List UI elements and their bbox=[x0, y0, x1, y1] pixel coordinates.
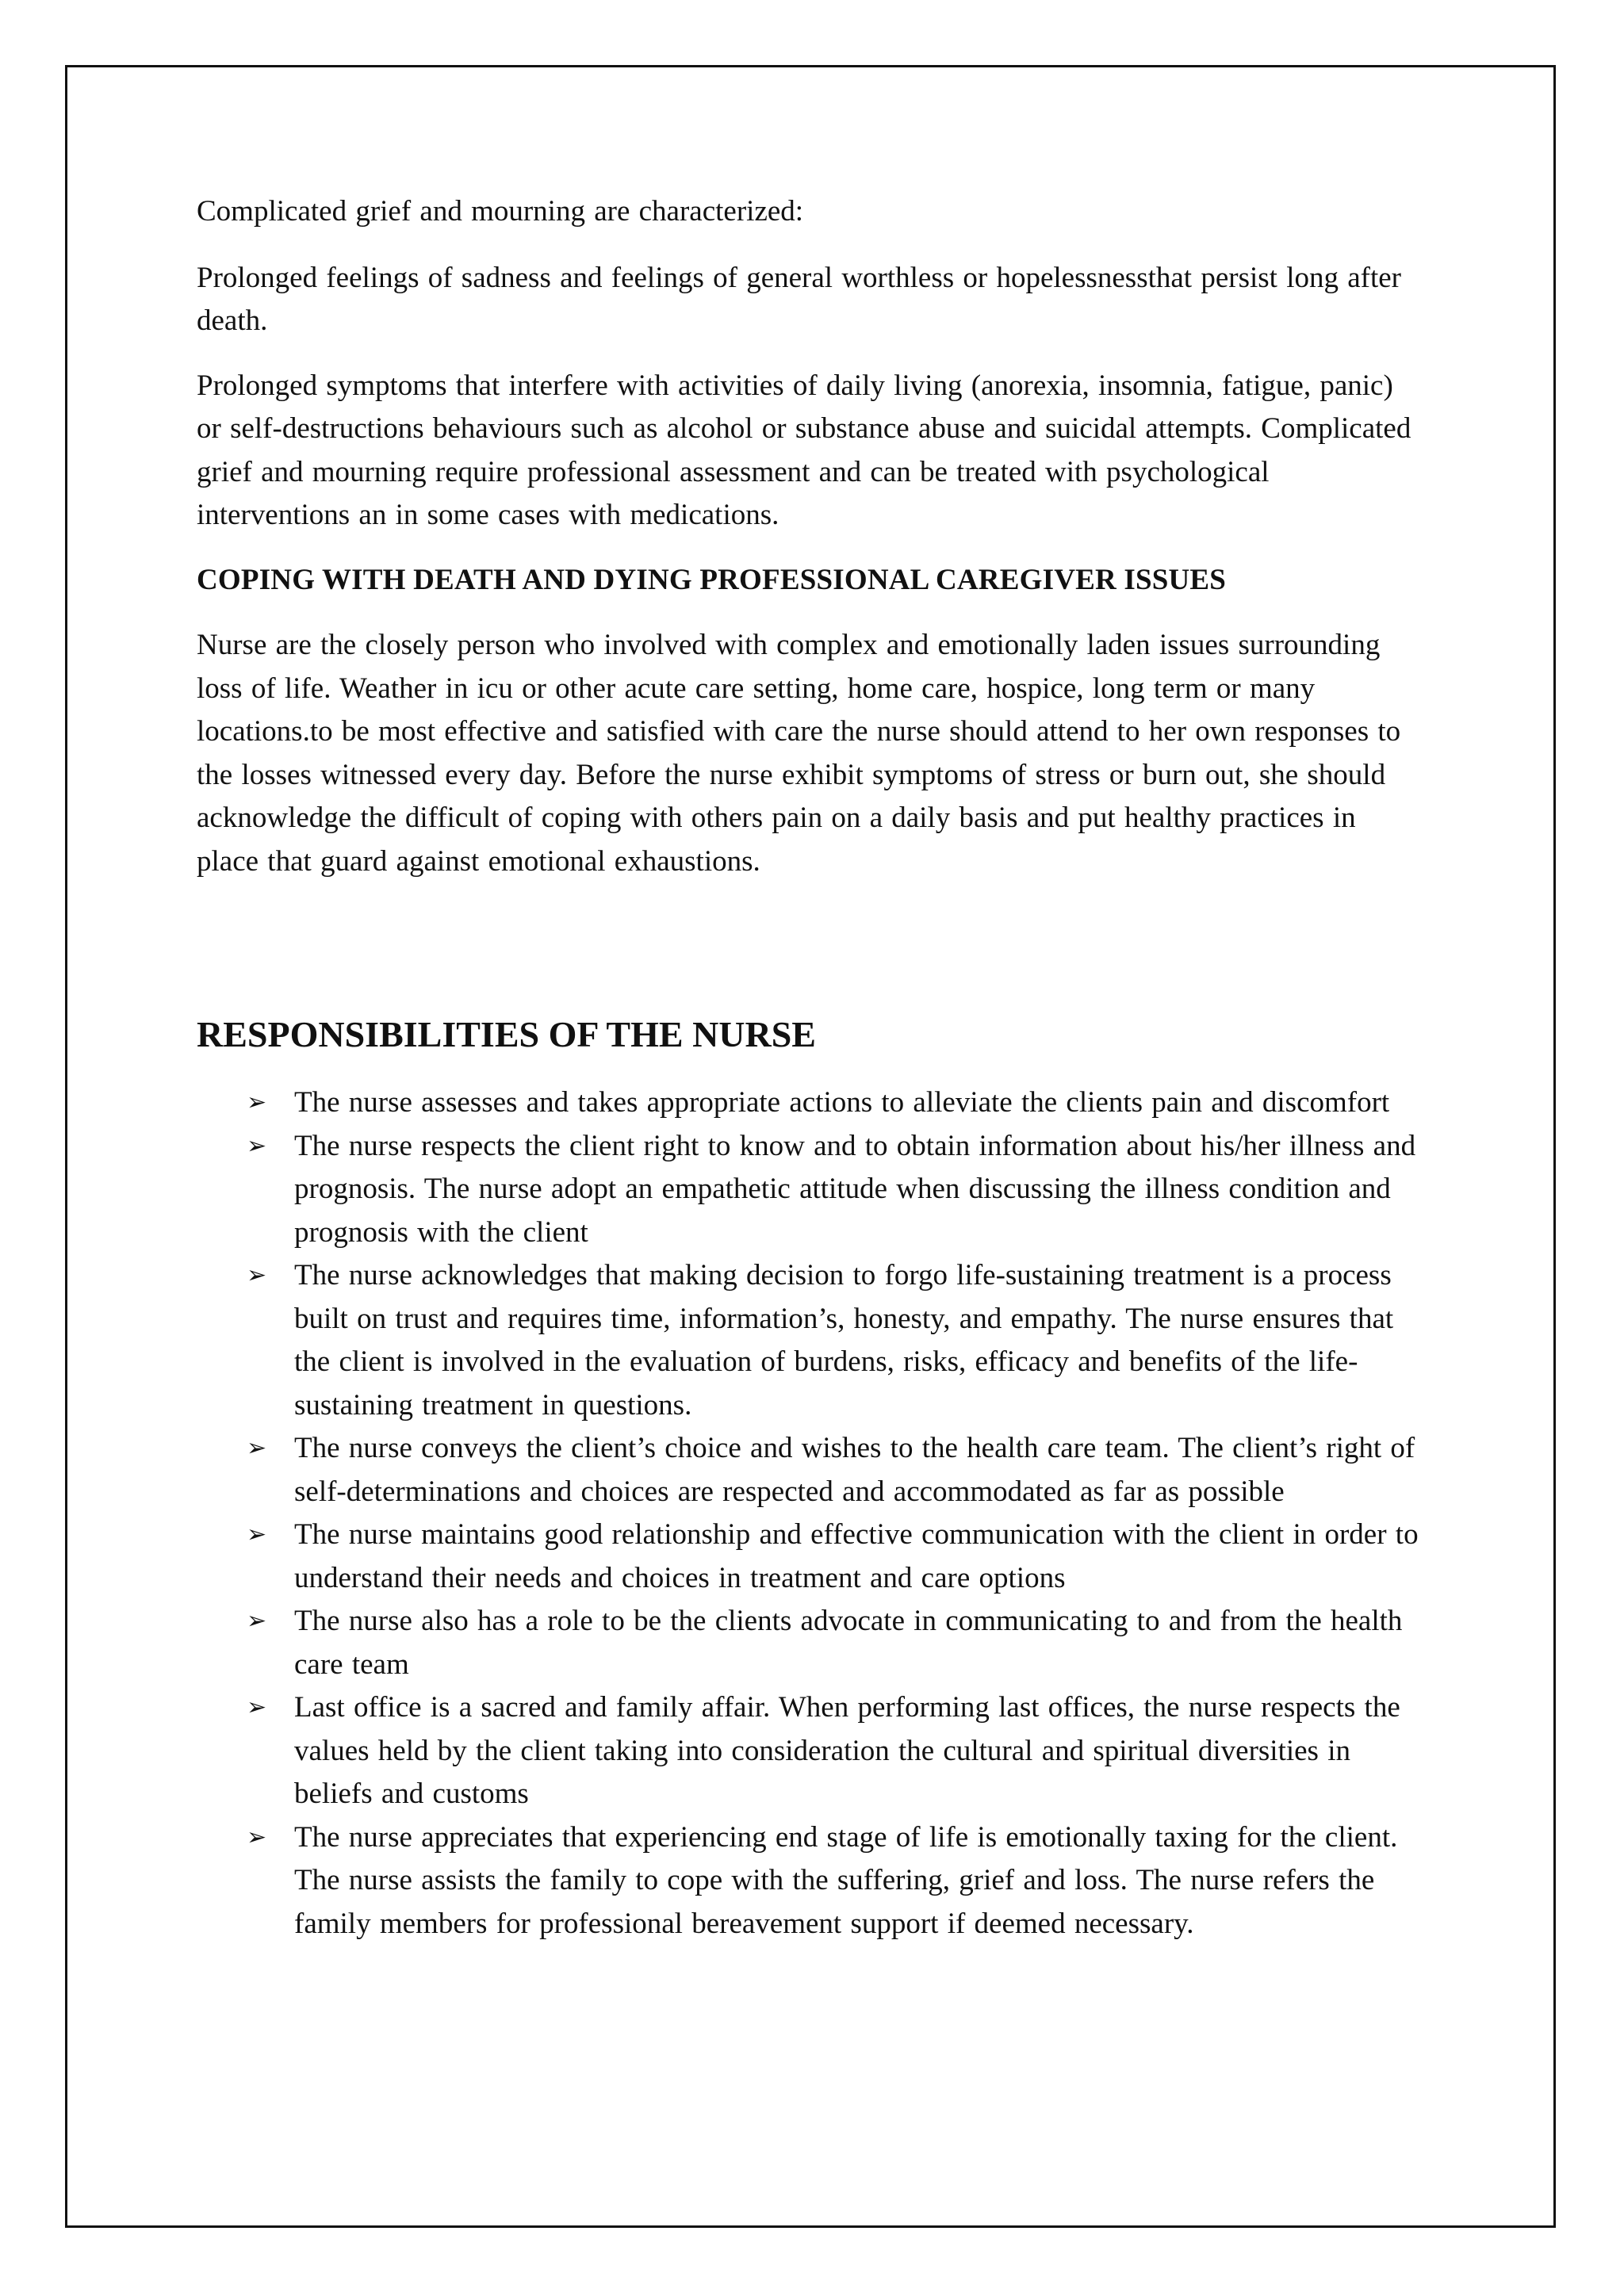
list-item-text: The nurse also has a role to be the clients advocate in communicating to and from the health care team bbox=[294, 1605, 1403, 1681]
list-item bbox=[247, 1125, 1427, 1255]
list-item-text: The nurse acknowledges that making decision to forgo life-sustaining treatment is a process built on trust and requires time, information’s, honesty, and empathy. The nurse ensures that the client is involved in the evaluation of burdens, risks, efficacy and benefits of the life-sustaining treatment in questions. bbox=[294, 1259, 1394, 1422]
paragraph-prolonged-symptoms: Prolonged symptoms that interfere with activities of daily living (anorexia, insomnia, fatigue, panic) or self-destructions behaviours such as alcohol or substance abuse and suicidal attempts. Complicated grief and mourning require professional assessment and can be treated with psychological interventions an in some cases with medications. bbox=[197, 369, 1411, 531]
paragraph-caregiver-issues: Nurse are the closely person who involved with complex and emotionally laden issues surrounding loss of life. Weather in icu or other acute care setting, home care, hospice, long term or many locations.to be most effective and satisfied with care the nurse should attend to her own responses to the losses witnessed every day. Before the nurse exhibit symptoms of stress or burn out, she should acknowledge the difficult of coping with others pain on a daily basis and put healthy practices in place that guard against emotional exhaustions. bbox=[197, 629, 1401, 878]
list-item-text: The nurse assesses and takes appropriate actions to alleviate the clients pain and discomfort bbox=[294, 1086, 1390, 1119]
arrow-bullet-icon: ➢ bbox=[247, 1261, 267, 1289]
list-item-text: The nurse conveys the client’s choice and wishes to the health care team. The client’s right of self-determinations and choices are respected and accommodated as far as possible bbox=[294, 1432, 1415, 1508]
list-item bbox=[247, 1427, 1427, 1513]
list-item-text: The nurse maintains good relationship and effective communication with the client in order to understand their needs and choices in treatment and care options bbox=[294, 1518, 1419, 1594]
arrow-bullet-icon: ➢ bbox=[247, 1607, 267, 1635]
list-item bbox=[247, 1600, 1427, 1686]
section-subheading: COPING WITH DEATH AND DYING PROFESSIONAL CAREGIVER ISSUES bbox=[197, 563, 1227, 596]
arrow-bullet-icon: ➢ bbox=[247, 1089, 267, 1116]
list-item bbox=[247, 1254, 1427, 1427]
document-body bbox=[197, 190, 1426, 1940]
list-item bbox=[247, 1686, 1427, 1816]
list-item bbox=[247, 1816, 1427, 1946]
responsibilities-list bbox=[247, 1081, 1427, 1946]
intro-line: Complicated grief and mourning are characterized: bbox=[197, 195, 804, 228]
arrow-bullet-icon: ➢ bbox=[247, 1131, 267, 1160]
arrow-bullet-icon: ➢ bbox=[247, 1521, 267, 1548]
arrow-bullet-icon: ➢ bbox=[247, 1434, 267, 1462]
paragraph-prolonged-feelings: Prolonged feelings of sadness and feelings of general worthless or hopelessnessthat persist long after death. bbox=[197, 261, 1401, 337]
arrow-bullet-icon: ➢ bbox=[247, 1823, 267, 1851]
list-item bbox=[247, 1081, 1427, 1125]
list-item-text: The nurse respects the client right to know and to obtain information about his/her illness and prognosis. The nurse adopt an empathetic attitude when discussing the illness condition and prognosis with the client bbox=[294, 1129, 1416, 1249]
list-item-text: The nurse appreciates that experiencing end stage of life is emotionally taxing for the client. The nurse assists the family to cope with the suffering, grief and loss. The nurse refers the family members for professional bereavement support if deemed necessary. bbox=[294, 1820, 1398, 1940]
section-heading: RESPONSIBILITIES OF THE NURSE bbox=[197, 1014, 816, 1054]
list-item bbox=[247, 1513, 1427, 1600]
arrow-bullet-icon: ➢ bbox=[247, 1693, 267, 1721]
list-item-text: Last office is a sacred and family affair. When performing last offices, the nurse respects the values held by the client taking into consideration the cultural and spiritual diversities in beliefs and customs bbox=[294, 1691, 1400, 1810]
